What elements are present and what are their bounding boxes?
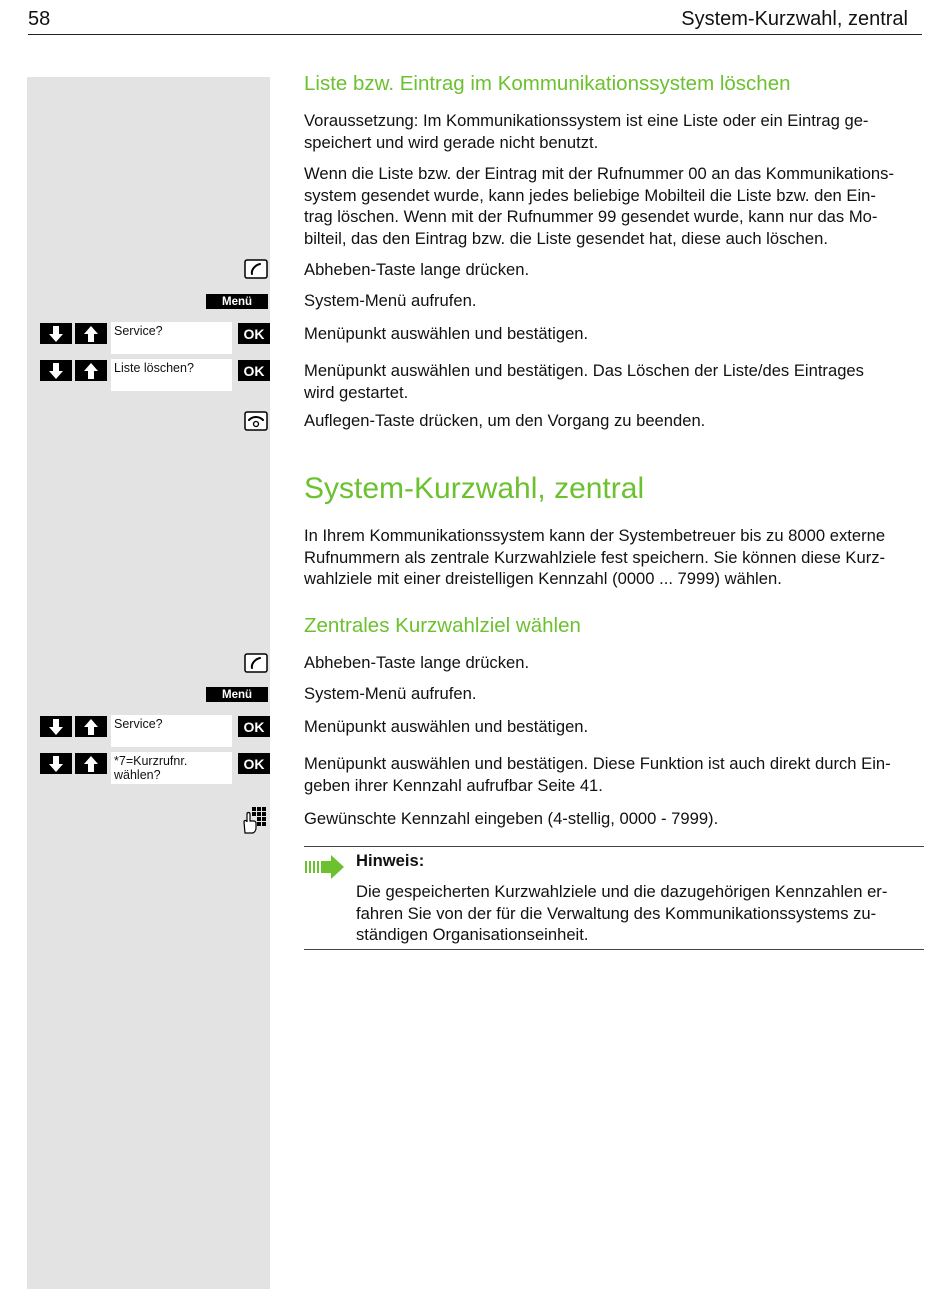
step-text: Menüpunkt auswählen und bestätigen. (304, 717, 589, 736)
running-title: System-Kurzwahl, zentral (681, 8, 908, 30)
step-text: Menüpunkt auswählen und bestätigen. (304, 324, 589, 343)
step-text: Gewünschte Kennzahl eingeben (4-stellig, 0000 - 7999). (304, 809, 719, 828)
text-line: trag löschen. Wenn mit der Rufnummer 99 gesendet wurde, kann nur das Mo- (304, 207, 878, 226)
paragraph-precondition (304, 110, 922, 153)
text-line: speichert und wird gerade nicht benutzt. (304, 132, 599, 152)
side-panel (27, 77, 270, 1289)
keypad-hand-icon (242, 806, 268, 834)
display-line: *7=Kurzrufnr. (114, 754, 188, 768)
display-text: Service? (111, 715, 232, 747)
note-top-rule (304, 846, 924, 847)
text-line: bilteil, das den Eintrag bzw. die Liste gesendet hat, diese auch löschen. (304, 228, 828, 248)
note-text (356, 881, 926, 946)
display-text (111, 752, 232, 784)
paragraph-intro (304, 525, 922, 590)
display-text: Liste löschen? (111, 359, 232, 391)
paragraph-info (304, 163, 922, 249)
ok-key[interactable]: OK (238, 716, 270, 737)
page-number: 58 (28, 8, 51, 30)
step-text: Abheben-Taste lange drücken. (304, 260, 530, 279)
step-text (304, 360, 922, 403)
ok-key[interactable]: OK (238, 360, 270, 381)
display-text: Service? (111, 322, 232, 354)
menu-key[interactable]: Menü (206, 687, 268, 702)
note-bottom-rule (304, 949, 924, 950)
ok-key[interactable]: OK (238, 323, 270, 344)
note-label: Hinweis: (356, 851, 425, 870)
arrow-up-key-icon[interactable] (75, 716, 107, 737)
ok-key[interactable]: OK (238, 753, 270, 774)
arrow-down-key-icon[interactable] (40, 753, 72, 774)
text-line: Wenn die Liste bzw. der Eintrag mit der Rufnummer 00 an das Kommunikations- (304, 164, 894, 183)
text-line: geben ihrer Kennzahl aufrufbar Seite 41. (304, 775, 603, 795)
text-line: fahren Sie von der für die Verwaltung des Kommunikationssystems zu- (356, 903, 877, 923)
text-line: wahlziele mit einer dreistelligen Kennzahl (0000 ... 7999) wählen. (304, 569, 782, 588)
arrow-down-key-icon[interactable] (40, 360, 72, 381)
note-arrow-icon (305, 854, 345, 880)
phone-onhook-icon (244, 411, 268, 431)
text-line: system gesendet wurde, kann jedes beliebige Mobilteil die Liste bzw. den Ein- (304, 185, 876, 205)
phone-offhook-icon (244, 653, 268, 673)
text-line: In Ihrem Kommunikationssystem kann der Systembetreuer bis zu 8000 externe (304, 526, 886, 545)
arrow-up-key-icon[interactable] (75, 753, 107, 774)
arrow-up-key-icon[interactable] (75, 360, 107, 381)
text-line: wird gestartet. (304, 382, 409, 402)
menu-key[interactable]: Menü (206, 294, 268, 309)
text-line: ständigen Organisationseinheit. (356, 925, 589, 944)
section-heading: Liste bzw. Eintrag im Kommunikationssystem löschen (304, 72, 791, 95)
step-text: System-Menü aufrufen. (304, 291, 477, 310)
step-text: Auflegen-Taste drücken, um den Vorgang zu beenden. (304, 411, 706, 430)
text-line: Menüpunkt auswählen und bestätigen. Diese Funktion ist auch direkt durch Ein- (304, 754, 891, 773)
display-line: wählen? (114, 768, 161, 782)
step-text: Abheben-Taste lange drücken. (304, 653, 530, 672)
text-line: Menüpunkt auswählen und bestätigen. Das Löschen der Liste/des Eintrages (304, 361, 864, 380)
step-text: System-Menü aufrufen. (304, 684, 477, 703)
text-line: Rufnummern als zentrale Kurzwahlziele fest speichern. Sie können diese Kurz- (304, 547, 886, 567)
text-line: Die gespeicherten Kurzwahlziele und die dazugehörigen Kennzahlen er- (356, 882, 888, 901)
text-line: Voraussetzung: Im Kommunikationssystem ist eine Liste oder ein Eintrag ge- (304, 111, 869, 130)
page-header (28, 8, 922, 35)
step-text (304, 753, 922, 796)
arrow-up-key-icon[interactable] (75, 323, 107, 344)
section-subheading: Zentrales Kurzwahlziel wählen (304, 614, 581, 637)
page-title: System-Kurzwahl, zentral (304, 472, 645, 505)
arrow-down-key-icon[interactable] (40, 716, 72, 737)
phone-offhook-icon (244, 259, 268, 279)
arrow-down-key-icon[interactable] (40, 323, 72, 344)
